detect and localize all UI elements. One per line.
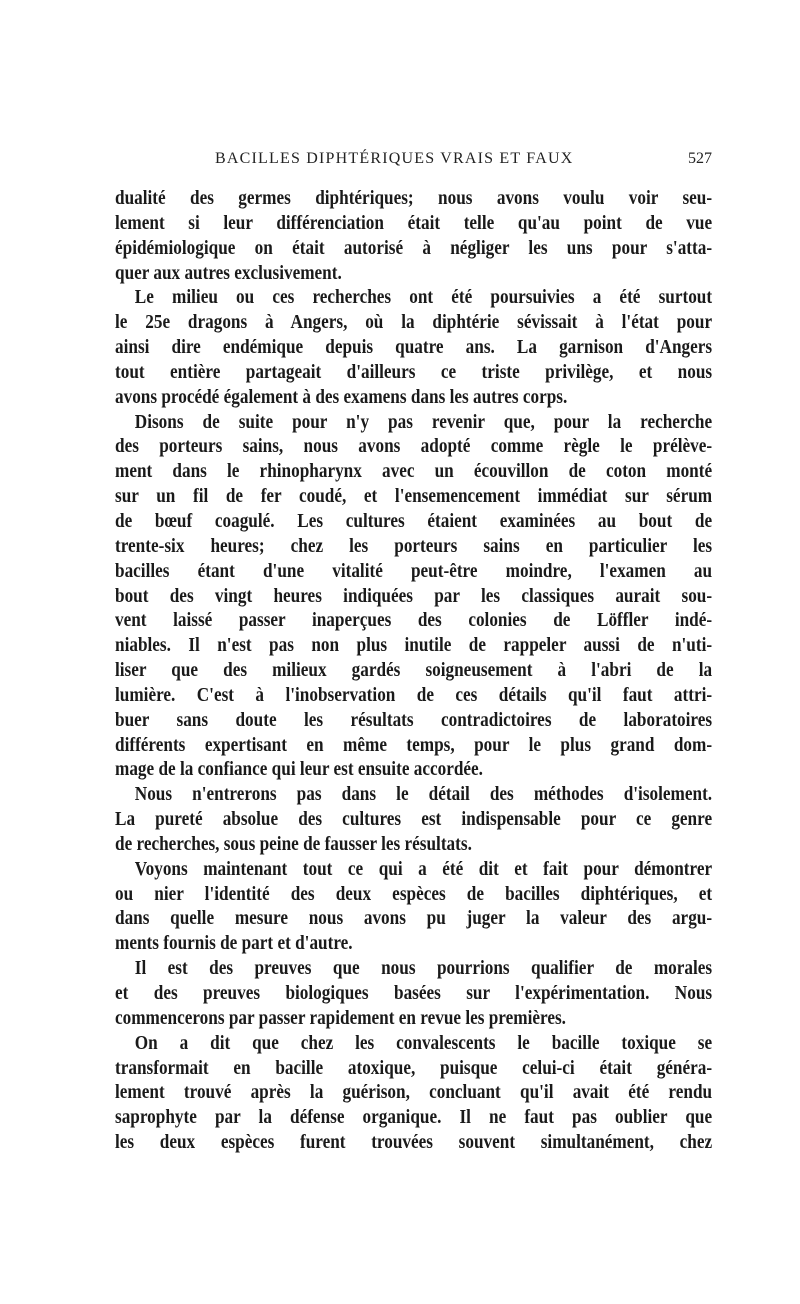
text-line: Le milieu ou ces recherches ont été poursuivies a été surtout [134,286,713,309]
text-line: Nous n'entrerons pas dans le détail des méthodes d'isolement. [134,783,713,806]
text-line: Il est des preuves que nous pourrions qualifier de morales [134,957,713,980]
text-line: des porteurs sains, nous avons adopté comme règle le prélève- [115,435,713,458]
paragraph [115,782,712,857]
text-line: épidémiologique on était autorisé à négliger les uns pour s'atta- [115,236,713,259]
text-line: bacilles étant d'une vitalité peut-être moindre, l'examen au [115,559,713,582]
text-line: lement trouvé après la guérison, concluant qu'il avait été rendu [115,1081,713,1104]
text-line: vent laissé passer inaperçues des colonies de Löffler indé- [115,609,713,632]
text-line: On a dit que chez les convalescents le bacille toxique se [134,1031,713,1054]
paragraph [115,285,712,409]
text-line: Voyons maintenant tout ce qui a été dit et fait pour démontrer [134,857,713,880]
text-line: dans quelle mesure nous avons pu juger la valeur des argu- [115,907,713,930]
text-line: les deux espèces furent trouvées souvent simultanément, chez [115,1131,713,1154]
text-line: de bœuf coagulé. Les cultures étaient examinées au bout de [115,509,713,532]
text-line: lumière. C'est à l'inobservation de ces détails qu'il faut attri- [115,683,713,706]
text-line: buer sans doute les résultats contradictoires de laboratoires [115,708,713,731]
paragraph [115,1031,712,1155]
text-line: niables. Il n'est pas non plus inutile de rappeler aussi de n'uti- [115,634,713,657]
page-number: 527 [688,150,712,167]
text-line: et des preuves biologiques basées sur l'expérimentation. Nous [115,982,713,1004]
paragraph [115,410,712,783]
text-line: mage de la confiance qui leur est ensuite accordée. [115,758,483,781]
text-line: saprophyte par la défense organique. Il ne faut pas oublier que [115,1106,713,1129]
text-line: ainsi dire endémique depuis quatre ans. La garnison d'Angers [115,336,713,359]
running-header [115,150,712,174]
text-line: ou nier l'identité des deux espèces de bacilles diphtériques, et [115,882,713,905]
text-line: de recherches, sous peine de fausser les résultats. [115,832,472,855]
text-line: différents expertisant en même temps, pour le plus grand dom- [115,733,713,756]
paragraph [115,186,712,285]
text-line: dualité des germes diphtériques; nous avons voulu voir seu- [115,187,713,209]
text-line: ment dans le rhinopharynx avec un écouvillon de coton monté [115,460,713,483]
text-line: bout des vingt heures indiquées par les classiques aurait sou- [115,584,713,607]
text-line: ments fournis de part et d'autre. [115,932,353,955]
text-line: tout entière partageait d'ailleurs ce triste privilège, et nous [115,360,713,383]
text-line: liser que des milieux gardés soigneusement à l'abri de la [115,659,713,682]
paragraph [115,857,712,956]
text-line: lement si leur différenciation était telle qu'au point de vue [115,211,713,234]
running-title: BACILLES DIPHTÉRIQUES VRAIS ET FAUX [215,150,574,167]
text-line: avons procédé également à des examens dans les autres corps. [115,385,568,408]
text-line: La pureté absolue des cultures est indispensable pour ce genre [115,808,713,831]
text-line: sur un fil de fer coudé, et l'ensemencement immédiat sur sérum [115,485,713,508]
text-line: quer aux autres exclusivement. [115,261,342,284]
body-text [115,186,712,1155]
text-line: transformait en bacille atoxique, puisque celui-ci était généra- [115,1056,713,1079]
text-line: le 25e dragons à Angers, où la diphtérie sévissait à l'état pour [115,311,713,334]
paragraph [115,956,712,1031]
text-line: commencerons par passer rapidement en revue les premières. [115,1006,566,1029]
text-line: Disons de suite pour n'y pas revenir que, pour la recherche [134,410,713,433]
text-line: trente-six heures; chez les porteurs sains en particulier les [115,534,713,557]
